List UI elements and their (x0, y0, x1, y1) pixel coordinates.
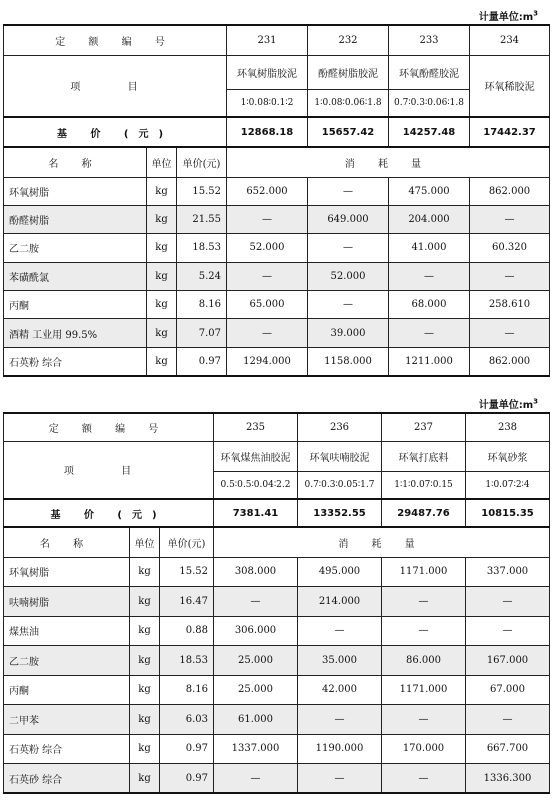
base-price: 29487.76 (382, 499, 466, 527)
consumption-value: 258.610 (470, 291, 550, 319)
material-name: 煤焦油 (4, 616, 130, 646)
base-price: 14257.48 (389, 117, 470, 147)
consumption-value: — (308, 291, 389, 319)
item-name-row (4, 441, 550, 471)
consumption-value: — (308, 177, 389, 205)
item-label: 项 目 (4, 55, 227, 117)
base-price-label: 基 价 (元) (4, 499, 214, 527)
table-row (4, 262, 550, 290)
consumption-label: 消 耗 量 (214, 527, 550, 557)
consumption-value: — (470, 262, 550, 290)
material-unit: kg (147, 234, 177, 262)
column-header-row (4, 147, 550, 177)
mix-ratio: 1∶1∶0.07∶0.15 (382, 471, 466, 499)
consumption-value: 65.000 (227, 291, 308, 319)
material-name: 丙酮 (4, 675, 130, 705)
consumption-value: — (227, 205, 308, 233)
table-row (4, 347, 550, 375)
consumption-label: 消 耗 量 (227, 147, 550, 177)
consumption-value: — (382, 705, 466, 735)
material-name: 丙酮 (4, 291, 147, 319)
material-price: 0.97 (177, 347, 227, 375)
material-unit: kg (130, 675, 160, 705)
consumption-value: 204.000 (389, 205, 470, 233)
consumption-value: 308.000 (214, 557, 298, 587)
unit-label-1: 计量单位$:m^3$ (478, 9, 538, 23)
consumption-value: 1336.300 (466, 764, 550, 794)
consumption-value: — (308, 234, 389, 262)
material-price: 0.97 (160, 734, 214, 764)
base-price: 10815.35 (466, 499, 550, 527)
material-name: 乙二胺 (4, 646, 130, 676)
item-name: 环氧稀胶泥 (470, 55, 550, 117)
base-price: 17442.37 (470, 117, 550, 147)
quota-code-label: 定 额 编 号 (4, 413, 214, 441)
consumption-value: 25.000 (214, 675, 298, 705)
consumption-value: 337.000 (466, 557, 550, 587)
material-name: 酒精 工业用 99.5% (4, 319, 147, 347)
quota-code: 238 (466, 413, 550, 441)
material-name: 苯磺酰氯 (4, 262, 147, 290)
consumption-value: 67.000 (466, 675, 550, 705)
material-price: 15.52 (177, 177, 227, 205)
quota-code: 232 (308, 25, 389, 55)
consumption-value: 39.000 (308, 319, 389, 347)
material-name: 乙二胺 (4, 234, 147, 262)
consumption-value: — (466, 616, 550, 646)
table-row (4, 734, 550, 764)
consumption-value: 1294.000 (227, 347, 308, 375)
quota-code: 233 (389, 25, 470, 55)
material-name: 石英粉 综合 (4, 734, 130, 764)
item-name: 酚醛树脂胶泥 (308, 55, 389, 89)
material-price: 7.07 (177, 319, 227, 347)
consumption-value: 475.000 (389, 177, 470, 205)
material-price: 0.88 (160, 616, 214, 646)
table-row (4, 291, 550, 319)
consumption-value: 86.000 (382, 646, 466, 676)
consumption-value: 52.000 (308, 262, 389, 290)
table-row (4, 705, 550, 735)
item-name: 环氧树脂胶泥 (227, 55, 308, 89)
material-price: 15.52 (160, 557, 214, 587)
consumption-value: — (298, 764, 382, 794)
consumption-value: — (382, 587, 466, 617)
material-unit: kg (130, 734, 160, 764)
quota-code: 234 (470, 25, 550, 55)
material-price: 0.97 (160, 764, 214, 794)
item-name: 环氧酚醛胶泥 (389, 55, 470, 89)
consumption-value: — (470, 205, 550, 233)
material-price: 16.47 (160, 587, 214, 617)
consumption-value: — (470, 319, 550, 347)
material-name: 呋喃树脂 (4, 587, 130, 617)
consumption-value: — (382, 616, 466, 646)
material-unit: kg (147, 262, 177, 290)
column-header-price: 单价(元) (177, 147, 227, 177)
material-price: 8.16 (177, 291, 227, 319)
consumption-value: 667.700 (466, 734, 550, 764)
consumption-value: 1211.000 (389, 347, 470, 375)
material-price: 8.16 (160, 675, 214, 705)
material-unit: kg (130, 616, 160, 646)
column-header-name: 名 称 (4, 527, 130, 557)
consumption-value: — (466, 705, 550, 735)
item-label: 项 目 (4, 441, 214, 499)
table-row (4, 675, 550, 705)
material-price: 18.53 (160, 646, 214, 676)
table-row (4, 205, 550, 233)
mix-ratio: 1∶0.08∶0.06∶1.8 (308, 89, 389, 117)
material-price: 21.55 (177, 205, 227, 233)
consumption-value: 167.000 (466, 646, 550, 676)
material-price: 18.53 (177, 234, 227, 262)
item-name: 环氧砂浆 (466, 441, 550, 471)
base-price-row (4, 117, 550, 147)
consumption-value: 170.000 (382, 734, 466, 764)
quota-code: 236 (298, 413, 382, 441)
table-row (4, 557, 550, 587)
base-price-row (4, 499, 550, 527)
consumption-value: 35.000 (298, 646, 382, 676)
consumption-value: 52.000 (227, 234, 308, 262)
material-unit: kg (130, 646, 160, 676)
consumption-value: — (227, 262, 308, 290)
consumption-value: 42.000 (298, 675, 382, 705)
quota-table-1 (3, 24, 550, 377)
consumption-value: 1190.000 (298, 734, 382, 764)
material-unit: kg (130, 557, 160, 587)
material-unit: kg (130, 764, 160, 794)
consumption-value: 1171.000 (382, 557, 466, 587)
material-price: 6.03 (160, 705, 214, 735)
consumption-value: — (389, 262, 470, 290)
table-row (4, 587, 550, 617)
material-name: 石英粉 综合 (4, 347, 147, 375)
item-name-row (4, 55, 550, 89)
column-header-unit: 单位 (130, 527, 160, 557)
consumption-value: 1337.000 (214, 734, 298, 764)
mix-ratio: 0.7∶0.3∶0.06∶1.8 (389, 89, 470, 117)
consumption-value: 68.000 (389, 291, 470, 319)
column-header-row (4, 527, 550, 557)
column-header-name: 名 称 (4, 147, 147, 177)
table-row (4, 234, 550, 262)
material-name: 环氧树脂 (4, 177, 147, 205)
table-row (4, 646, 550, 676)
quota-code: 237 (382, 413, 466, 441)
base-price: 15657.42 (308, 117, 389, 147)
quota-code-row (4, 413, 550, 441)
consumption-value: 495.000 (298, 557, 382, 587)
item-name: 环氧呋喃胶泥 (298, 441, 382, 471)
consumption-value: — (227, 319, 308, 347)
consumption-value: — (389, 319, 470, 347)
consumption-value: 60.320 (470, 234, 550, 262)
consumption-value: — (298, 616, 382, 646)
material-unit: kg (130, 705, 160, 735)
item-name: 环氧煤焦油胶泥 (214, 441, 298, 471)
consumption-value: 25.000 (214, 646, 298, 676)
quota-table-2 (3, 412, 550, 794)
consumption-value: 61.000 (214, 705, 298, 735)
consumption-value: 306.000 (214, 616, 298, 646)
mix-ratio: 1∶0.07∶2∶4 (466, 471, 550, 499)
base-price: 7381.41 (214, 499, 298, 527)
material-unit: kg (147, 205, 177, 233)
consumption-value: 862.000 (470, 177, 550, 205)
table-row (4, 319, 550, 347)
consumption-value: — (214, 764, 298, 794)
material-name: 环氧树脂 (4, 557, 130, 587)
item-name: 环氧打底料 (382, 441, 466, 471)
mix-ratio: 0.5∶0.5∶0.04∶2.2 (214, 471, 298, 499)
table-row (4, 764, 550, 794)
unit-label-2: 计量单位$:m^3$ (478, 397, 538, 411)
consumption-value: 652.000 (227, 177, 308, 205)
table-row (4, 616, 550, 646)
consumption-value: 649.000 (308, 205, 389, 233)
material-name: 石英砂 综合 (4, 764, 130, 794)
material-unit: kg (130, 587, 160, 617)
base-price-label: 基 价 (元) (4, 117, 227, 147)
material-unit: kg (147, 319, 177, 347)
mix-ratio: 1∶0.08∶0.1∶2 (227, 89, 308, 117)
mix-ratio: 0.7∶0.3∶0.05∶1.7 (298, 471, 382, 499)
base-price: 12868.18 (227, 117, 308, 147)
table-row (4, 177, 550, 205)
consumption-value: 862.000 (470, 347, 550, 375)
consumption-value: — (382, 764, 466, 794)
consumption-value: 214.000 (298, 587, 382, 617)
quota-code-label: 定 额 编 号 (4, 25, 227, 55)
material-unit: kg (147, 347, 177, 375)
column-header-unit: 单位 (147, 147, 177, 177)
material-name: 二甲苯 (4, 705, 130, 735)
material-name: 酚醛树脂 (4, 205, 147, 233)
consumption-value: — (466, 587, 550, 617)
material-unit: kg (147, 291, 177, 319)
consumption-value: 1171.000 (382, 675, 466, 705)
quota-code: 231 (227, 25, 308, 55)
base-price: 13352.55 (298, 499, 382, 527)
consumption-value: 41.000 (389, 234, 470, 262)
material-price: 5.24 (177, 262, 227, 290)
consumption-value: 1158.000 (308, 347, 389, 375)
quota-code-row (4, 25, 550, 55)
consumption-value: — (298, 705, 382, 735)
quota-code: 235 (214, 413, 298, 441)
material-unit: kg (147, 177, 177, 205)
column-header-price: 单价(元) (160, 527, 214, 557)
consumption-value: — (214, 587, 298, 617)
